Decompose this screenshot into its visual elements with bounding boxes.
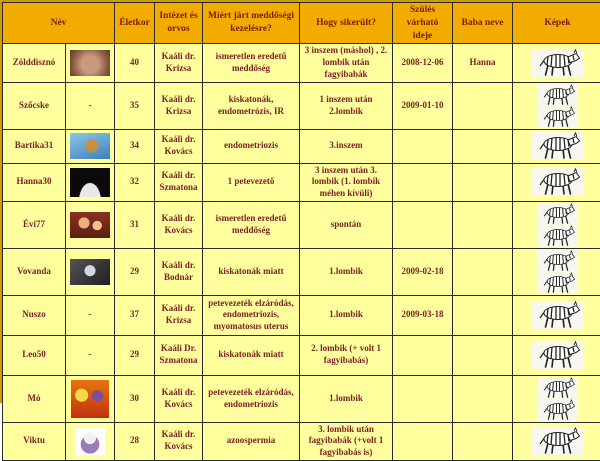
member-avatar-cell: [66, 375, 115, 422]
treatment-outcome: 1.lombik: [300, 248, 393, 295]
treatment-outcome: spontán: [300, 201, 393, 248]
zebra-image: [532, 168, 584, 196]
age-value: 29: [115, 335, 155, 375]
member-avatar-cell: [66, 248, 115, 295]
zebra-image: [538, 225, 578, 247]
cartoon-photo-thumbnail: [71, 380, 109, 418]
treatment-outcome: 3. lombik után fagyibabák (+volt 1 fagyibabás is): [300, 422, 393, 460]
zebra-image: [538, 84, 578, 106]
member-name: Viktu: [3, 422, 66, 460]
zebra-image: [532, 427, 584, 455]
header-institute: Intézet és orvos: [155, 3, 203, 44]
treatment-outcome: 1.lombik: [300, 375, 393, 422]
skull-cartoon-thumbnail: [75, 427, 105, 455]
due-date: [393, 375, 453, 422]
age-value: 28: [115, 422, 155, 460]
zebra-image: [538, 399, 578, 421]
treatment-outcome: 1 inszem után 2.lombik: [300, 82, 393, 129]
due-date: [393, 129, 453, 163]
zebra-image: [532, 341, 584, 369]
age-value: 40: [115, 44, 155, 82]
header-name: Név: [3, 3, 115, 44]
member-name: Szőcske: [3, 82, 66, 129]
institute-doctor: Kaáli dr. Kovács: [155, 129, 203, 163]
zebra-image: [532, 301, 584, 329]
institute-doctor: Kaáli dr. Kovács: [155, 422, 203, 460]
member-avatar-cell: [66, 129, 115, 163]
table-row: [3, 82, 600, 129]
due-date: [393, 163, 453, 201]
family-photo-thumbnail: [70, 212, 110, 238]
member-name: Mó: [3, 375, 66, 422]
treatment-reason: kiskatonák miatt: [203, 335, 300, 375]
age-value: 31: [115, 201, 155, 248]
member-name: Leo50: [3, 335, 66, 375]
header-due-date: Szülés várható ideje: [393, 3, 453, 44]
table-row: [3, 375, 600, 422]
treatment-outcome: 3 inszem után 3. lombik (1. lombik méhen kívüli): [300, 163, 393, 201]
age-value: 32: [115, 163, 155, 201]
member-avatar-cell: [66, 163, 115, 201]
baby-name: [453, 129, 513, 163]
ultrasound-photo-thumbnail: [70, 168, 110, 197]
age-value: 35: [115, 82, 155, 129]
giraffe-photo-thumbnail: [70, 133, 110, 159]
baby-name: [453, 335, 513, 375]
zebra-image: [532, 132, 584, 160]
table-body: [3, 44, 600, 460]
zebra-image: [538, 272, 578, 294]
zebra-image: [538, 250, 578, 272]
pictures-cell: [513, 335, 600, 375]
treatment-outcome: 1.lombik: [300, 295, 393, 335]
treatment-reason: 1 petevezető: [203, 163, 300, 201]
member-name: Hanna30: [3, 163, 66, 201]
baby-name: [453, 82, 513, 129]
member-avatar-cell: [66, 422, 115, 460]
member-name: Vovanda: [3, 248, 66, 295]
member-name: Bartika31: [3, 129, 66, 163]
institute-doctor: Kaáli dr. Krizsa: [155, 82, 203, 129]
zebra-image: [538, 203, 578, 225]
institute-doctor: Kaáli dr. Kovács: [155, 201, 203, 248]
zebra-image: [538, 377, 578, 399]
header-reason: Miért járt meddőségi kezelésre?: [203, 3, 300, 44]
baby-name: [453, 375, 513, 422]
treatment-reason: kiskatonák miatt: [203, 248, 300, 295]
due-date: 2008-12-06: [393, 44, 453, 82]
treatment-reason: azoospermia: [203, 422, 300, 460]
institute-doctor: Kaáli dr. Krizsa: [155, 44, 203, 82]
due-date: 2009-02-18: [393, 248, 453, 295]
treatment-reason: petevezeték elzáródás, endometriozis: [203, 375, 300, 422]
table-header-row: [3, 3, 600, 44]
age-value: 29: [115, 248, 155, 295]
pictures-cell: [513, 82, 600, 129]
treatment-reason: ismeretlen eredetű meddőség: [203, 44, 300, 82]
due-date: [393, 335, 453, 375]
treatment-outcome: 2. lombik (+ volt 1 fagyibabás): [300, 335, 393, 375]
treatment-outcome: 3.inszem: [300, 129, 393, 163]
pictures-cell: [513, 248, 600, 295]
due-date: [393, 201, 453, 248]
treatment-reason: ismeretlen eredetű meddőség: [203, 201, 300, 248]
member-avatar-cell: -: [66, 335, 115, 375]
pictures-cell: [513, 422, 600, 460]
table-row: [3, 163, 600, 201]
pictures-cell: [513, 44, 600, 82]
table-row: [3, 295, 600, 335]
member-avatar-cell: -: [66, 295, 115, 335]
institute-doctor: Kaáli dr. Kovács: [155, 375, 203, 422]
zebra-image: [532, 49, 584, 77]
member-name: Évi77: [3, 201, 66, 248]
due-date: 2009-03-18: [393, 295, 453, 335]
pictures-cell: [513, 163, 600, 201]
table-row: [3, 422, 600, 460]
age-value: 34: [115, 129, 155, 163]
pictures-cell: [513, 295, 600, 335]
table-row: [3, 201, 600, 248]
pictures-cell: [513, 129, 600, 163]
header-baby-name: Baba neve: [453, 3, 513, 44]
table-row: [3, 248, 600, 295]
pig-photo-thumbnail: [70, 50, 110, 76]
treatment-reason: endometriozis: [203, 129, 300, 163]
treatment-outcome: 3 inszem (máshol) , 2. lombik után fagyibabák: [300, 44, 393, 82]
due-date: 2009-01-10: [393, 82, 453, 129]
table-row: [3, 129, 600, 163]
member-avatar-cell: [66, 44, 115, 82]
institute-doctor: Kaáli dr. Krizsa: [155, 295, 203, 335]
header-pictures: Képek: [513, 3, 600, 44]
baby-name-link[interactable]: Hanna: [453, 44, 513, 82]
baby-name: [453, 422, 513, 460]
baby-name: [453, 163, 513, 201]
baby-name: [453, 248, 513, 295]
age-value: 30: [115, 375, 155, 422]
institute-doctor: Kaáli Dr. Szmatona: [155, 335, 203, 375]
car-photo-thumbnail: [70, 259, 110, 285]
table-row: [3, 44, 600, 82]
institute-doctor: Kaáli dr. Szmatona: [155, 163, 203, 201]
member-avatar-cell: -: [66, 82, 115, 129]
table-row: [3, 335, 600, 375]
pictures-cell: [513, 201, 600, 248]
baby-name: [453, 295, 513, 335]
header-age: Életkor: [115, 3, 155, 44]
fertility-tracker-table: [2, 2, 600, 461]
institute-doctor: Kaáli dr. Bodnár: [155, 248, 203, 295]
header-outcome: Hogy sikerült?: [300, 3, 393, 44]
baby-name: [453, 201, 513, 248]
zebra-image: [538, 106, 578, 128]
age-value: 37: [115, 295, 155, 335]
member-name: Zölddisznó: [3, 44, 66, 82]
pictures-cell: [513, 375, 600, 422]
treatment-reason: kiskatonák, endometrózis, IR: [203, 82, 300, 129]
treatment-reason: petevezeték elzáródás, endometriozis, myomatosus uterus: [203, 295, 300, 335]
member-avatar-cell: [66, 201, 115, 248]
due-date: [393, 422, 453, 460]
member-name: Nuszo: [3, 295, 66, 335]
